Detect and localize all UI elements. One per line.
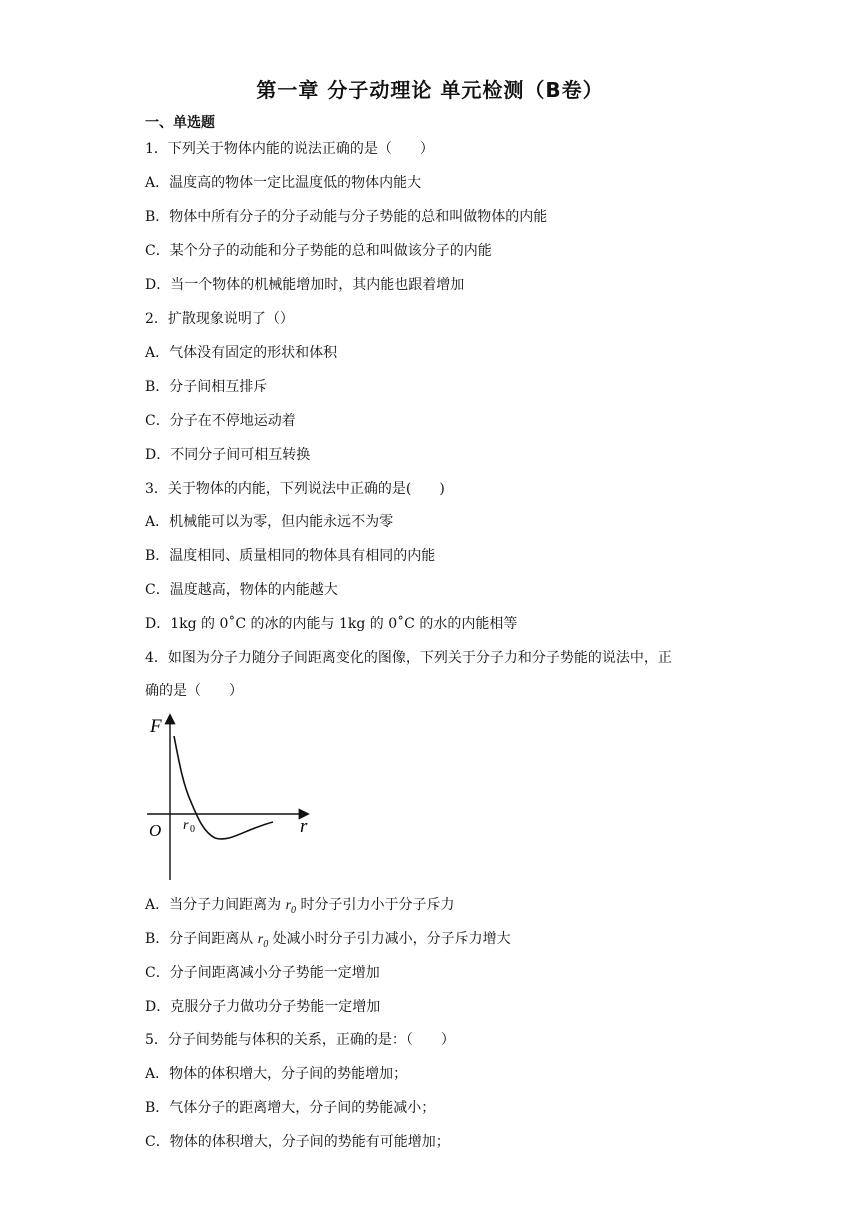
q2-option-d: D．不同分子间可相互转换 [145, 447, 311, 463]
q1-option-b: B．物体中所有分子的分子动能与分子势能的总和叫做物体的内能 [145, 209, 548, 225]
force-distance-graph [145, 712, 315, 882]
section-heading: 一、单选题 [145, 115, 215, 131]
question-4-stem-line1: 4．如图为分子力随分子间距离变化的图像，下列关于分子力和分子势能的说法中，正 [145, 650, 672, 666]
q4-option-a-post: 时分子引力小于分子斥力 [296, 897, 455, 913]
q4-option-d: D．克服分子力做功分子势能一定增加 [145, 999, 381, 1015]
q4-option-b-var: $r_0$ [257, 932, 269, 950]
r0-label: r [183, 818, 189, 833]
q2-option-c: C．分子在不停地运动着 [145, 413, 296, 429]
q3-option-c: C．温度越高，物体的内能越大 [145, 582, 338, 598]
q5-option-c: C．物体的体积增大，分子间的势能有可能增加； [145, 1134, 450, 1150]
r0-subscript: 0 [190, 824, 195, 835]
question-3-stem: 3．关于物体的内能，下列说法中正确的是( ) [145, 481, 445, 497]
q1-option-a: A．温度高的物体一定比温度低的物体内能大 [145, 175, 422, 191]
q4-option-b [145, 929, 511, 955]
q4-option-a-var: $r_0$ [285, 898, 297, 916]
q1-option-c: C．某个分子的动能和分子势能的总和叫做该分子的内能 [145, 243, 492, 259]
q4-option-a-pre: A．当分子力间距离为 [145, 897, 286, 913]
q4-option-c: C．分子间距离减小分子势能一定增加 [145, 965, 380, 981]
page-title: 第一章 分子动理论 单元检测（B卷） [256, 78, 604, 102]
question-4-stem-line2: 确的是（ ） [145, 683, 243, 699]
q4-option-a [145, 895, 454, 921]
q5-option-a: A．物体的体积增大，分子间的势能增加； [145, 1066, 408, 1082]
q4-option-b-post: 处减小时分子引力减小，分子斥力增大 [268, 931, 511, 947]
q3-option-a: A．机械能可以为零，但内能永远不为零 [145, 514, 394, 530]
origin-label: O [149, 821, 162, 840]
q4-option-b-pre: B．分子间距离从 [145, 931, 258, 947]
q3-option-d: D．1kg 的 0˚C 的冰的内能与 1kg 的 0˚C 的水的内能相等 [145, 616, 518, 632]
q3-option-b: B．温度相同、质量相同的物体具有相同的内能 [145, 548, 436, 564]
q2-option-b: B．分子间相互排斥 [145, 379, 268, 395]
force-curve [174, 736, 273, 839]
x-axis-label: r [300, 816, 308, 837]
y-axis-label: F [150, 716, 162, 737]
question-5-stem: 5．分子间势能与体积的关系，正确的是：（ ） [145, 1032, 455, 1048]
q5-option-b: B．气体分子的距离增大，分子间的势能减小； [145, 1100, 436, 1116]
q1-option-d: D．当一个物体的机械能增加时，其内能也跟着增加 [145, 277, 465, 293]
question-2-stem: 2．扩散现象说明了（） [145, 311, 294, 327]
question-1-stem: 1．下列关于物体内能的说法正确的是（ ） [145, 141, 434, 157]
q2-option-a: A．气体没有固定的形状和体积 [145, 345, 338, 361]
